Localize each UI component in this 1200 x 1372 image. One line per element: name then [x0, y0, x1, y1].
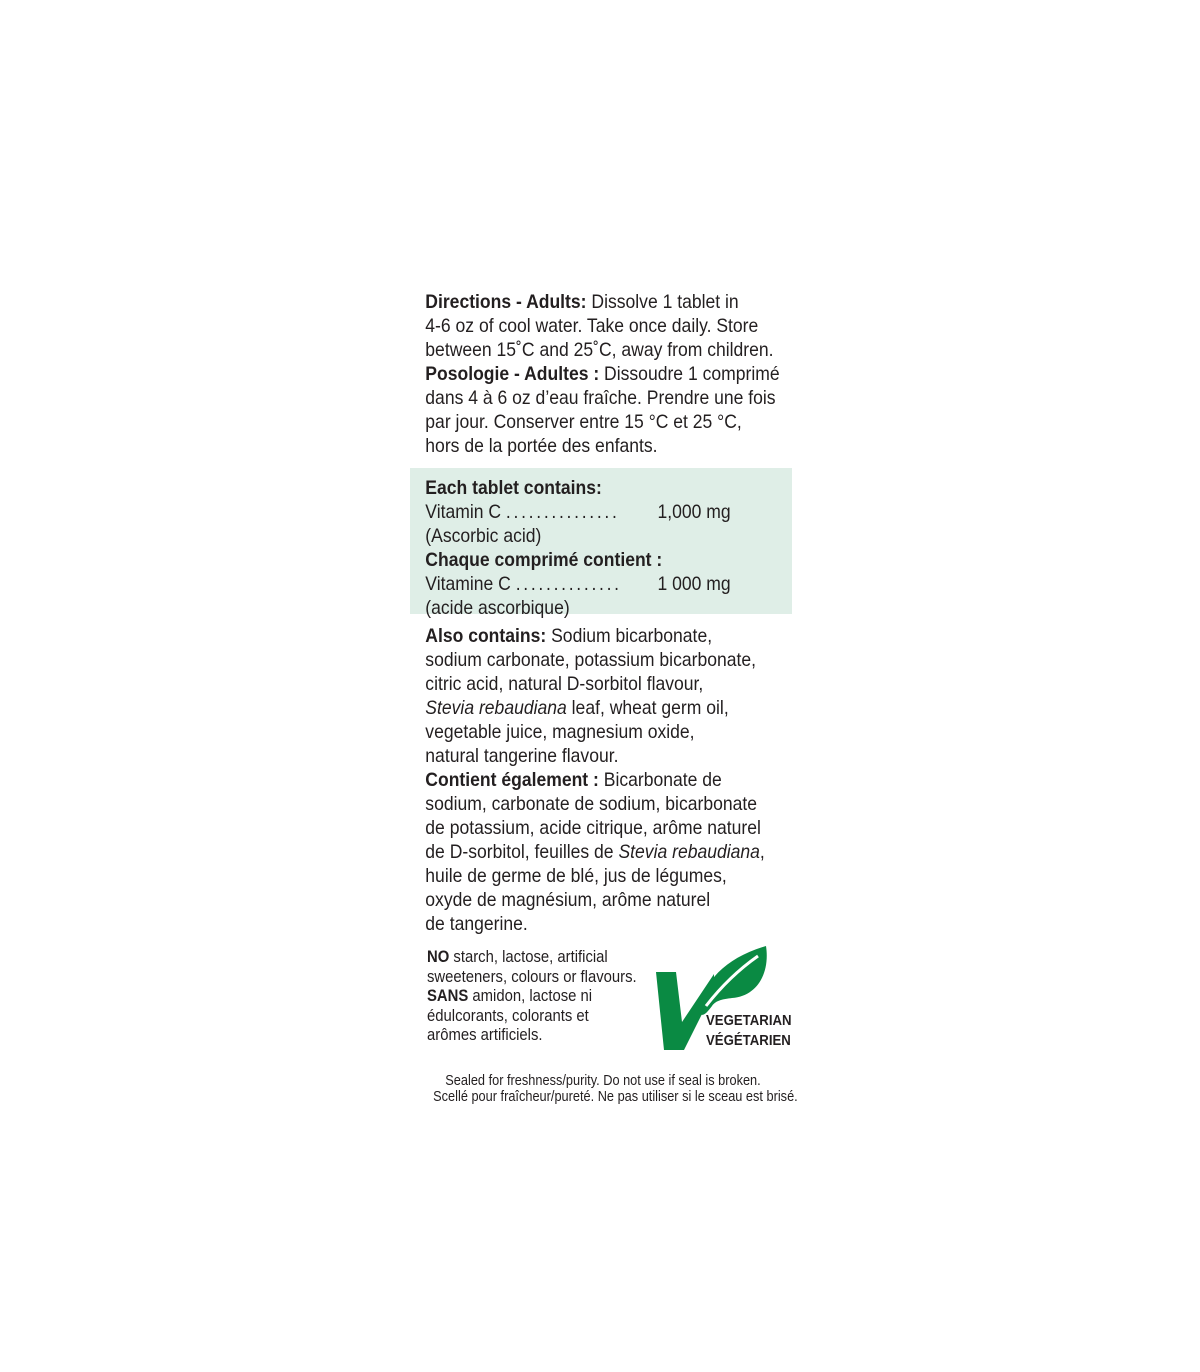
free-of-text: édulcorants, colorants et [427, 1006, 589, 1025]
contient-text: de potassium, acide citrique, arôme naturel [425, 817, 761, 839]
each-tablet-heading: Each tablet contains: [425, 477, 602, 499]
also-contains-text: leaf, wheat germ oil, [566, 697, 729, 719]
ingredient-note: (acide ascorbique) [425, 597, 570, 619]
posologie-text: par jour. Conserver entre 15 °C et 25 °C, [425, 411, 742, 433]
contient-text: huile de germe de blé, jus de légumes, [425, 865, 727, 887]
vegetarian-label-fr: VÉGÉTARIEN [706, 1032, 791, 1049]
stevia-italic: Stevia rebaudiana [425, 697, 567, 719]
directions-text: Dissolve 1 tablet in [586, 291, 739, 313]
directions-heading: Directions - Adults: [425, 291, 587, 313]
contient-text: oxyde de magnésium, arôme naturel [425, 889, 711, 911]
vegetarian-label-en: VEGETARIAN [706, 1012, 792, 1029]
leader-dots: .............. [515, 573, 622, 595]
contient-text: Bicarbonate de [598, 769, 722, 791]
also-contains-text: natural tangerine flavour. [425, 745, 619, 767]
ingredient-name: Vitamine C [425, 573, 511, 595]
posologie-text: hors de la portée des enfants. [425, 435, 658, 457]
free-of-text: amidon, lactose ni [468, 987, 593, 1005]
contient-text: de tangerine. [425, 913, 528, 935]
ingredient-row-fr [425, 572, 794, 596]
ingredient-row-en [425, 500, 794, 524]
seal-notice [433, 1073, 798, 1105]
stevia-italic: Stevia rebaudiana [618, 841, 760, 863]
directions-text: between 15˚C and 25˚C, away from children. [425, 339, 774, 361]
free-of-text: starch, lactose, artificial [449, 948, 608, 966]
ingredient-name: Vitamin C [425, 501, 502, 523]
directions-text: 4-6 oz of cool water. Take once daily. Store [425, 315, 759, 337]
no-label: NO [427, 948, 450, 966]
posologie-text: Dissoudre 1 comprimé [599, 363, 780, 385]
contient-text: , [759, 841, 765, 863]
product-label [410, 290, 798, 1105]
free-of-text: sweeteners, colours or flavours. [427, 967, 637, 986]
seal-notice-fr: Scellé pour fraîcheur/pureté. Ne pas utiliser si le sceau est brisé. [433, 1089, 798, 1105]
posologie-heading: Posologie - Adultes : [425, 363, 600, 385]
posologie-text: dans 4 à 6 oz d’eau fraîche. Prendre une fois [425, 387, 776, 409]
sans-label: SANS [427, 987, 469, 1005]
contient-text: sodium, carbonate de sodium, bicarbonate [425, 793, 758, 815]
vegetarian-badge [654, 944, 794, 1052]
also-contains-text: Sodium bicarbonate, [546, 625, 713, 647]
also-contains-heading: Also contains: [425, 625, 547, 647]
also-contains-text: sodium carbonate, potassium bicarbonate, [425, 649, 757, 671]
also-contains-text: vegetable juice, magnesium oxide, [425, 721, 695, 743]
ingredient-amount: 1,000 mg [657, 501, 731, 523]
free-of-section [410, 944, 792, 1056]
directions-section [410, 290, 794, 458]
ingredients-panel [410, 468, 792, 619]
free-of-text: arômes artificiels. [427, 1026, 543, 1044]
leader-dots: ............... [505, 501, 620, 523]
contient-text: de D-sorbitol, feuilles de [425, 841, 619, 863]
contient-heading: Contient également : [425, 769, 599, 791]
seal-notice-en: Sealed for freshness/purity. Do not use if seal is broken. [445, 1073, 761, 1089]
also-contains-text: citric acid, natural D-sorbitol flavour, [425, 673, 704, 695]
chaque-comprime-heading: Chaque comprimé contient : [425, 549, 663, 571]
ingredient-note: (Ascorbic acid) [425, 525, 542, 547]
also-contains-section [410, 624, 794, 936]
ingredient-amount: 1 000 mg [657, 573, 731, 595]
